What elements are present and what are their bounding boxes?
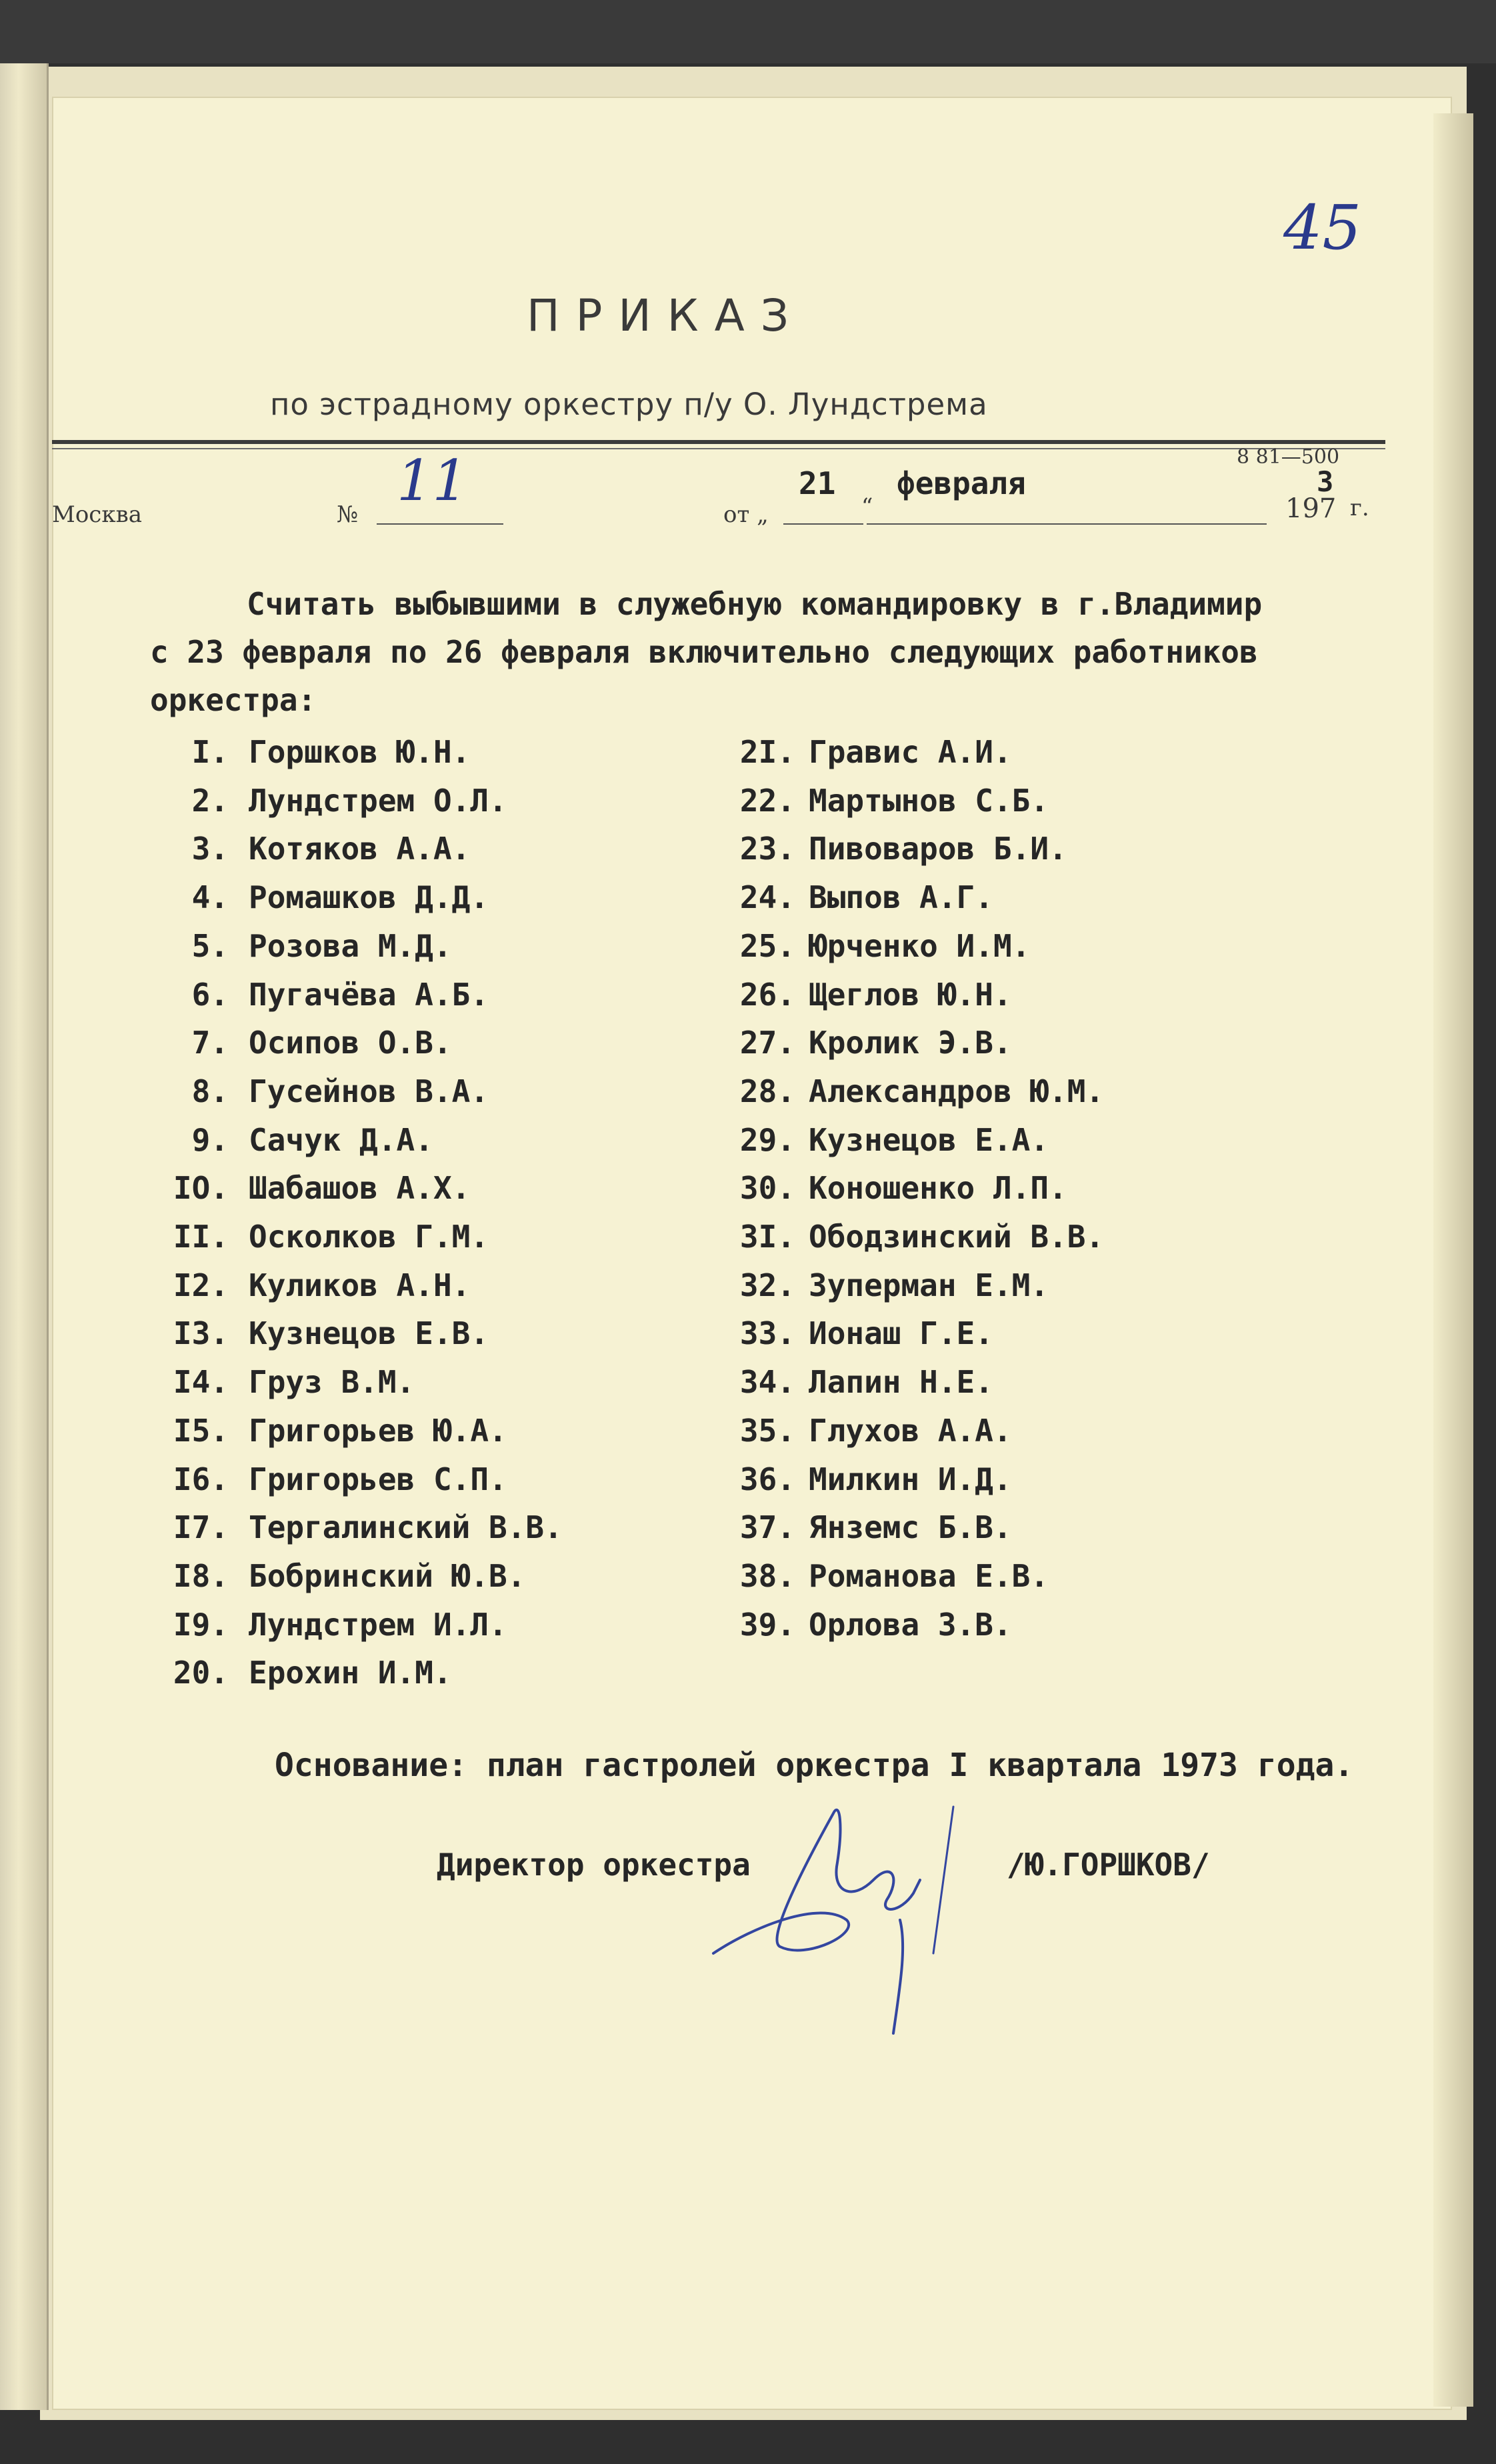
signature-stroke — [713, 1810, 920, 1953]
list-item — [150, 728, 563, 777]
employee-name: Тергалинский В.В. — [249, 1509, 563, 1546]
list-number: 28. — [739, 1073, 795, 1109]
employee-name: Розова М.Д. — [249, 927, 452, 964]
order-number-handwritten: 11 — [397, 448, 468, 513]
list-number: 34. — [739, 1364, 795, 1401]
employee-name: Юрченко И.М. — [809, 927, 1031, 964]
employee-name: Григорьев С.П. — [249, 1461, 507, 1497]
employee-name: Ромашков Д.Д. — [249, 879, 489, 916]
employee-name: Сачук Д.А. — [249, 1121, 433, 1158]
employee-name: Бобринский Ю.В. — [249, 1557, 526, 1594]
list-number: 37. — [739, 1509, 795, 1546]
list-item — [710, 873, 1104, 922]
employee-name: Осипов О.В. — [249, 1025, 452, 1061]
list-number: 38. — [739, 1557, 795, 1594]
list-number: I6. — [173, 1461, 229, 1497]
list-item — [710, 1067, 1104, 1116]
list-item — [710, 1213, 1104, 1261]
list-number: 23. — [739, 831, 795, 867]
list-item — [710, 1116, 1104, 1165]
employee-name: Котяков А.А. — [249, 831, 471, 867]
employee-name: Лапин Н.Е. — [809, 1364, 993, 1401]
date-quote: “ — [861, 493, 873, 520]
employee-list-left — [150, 728, 563, 1697]
list-number: 7. — [191, 1025, 229, 1061]
year-prefix: 197 — [1285, 493, 1337, 524]
list-item — [710, 971, 1104, 1019]
employee-name: Куликов А.Н. — [249, 1267, 471, 1303]
list-number: I2. — [173, 1267, 229, 1303]
employee-name: Лундстрем О.Л. — [249, 782, 507, 819]
scan-background — [0, 0, 1496, 63]
list-item — [150, 873, 563, 922]
list-number: 36. — [739, 1461, 795, 1497]
list-number: 8. — [191, 1073, 229, 1109]
list-item — [710, 728, 1104, 777]
employee-name: Гравис А.И. — [809, 734, 1012, 770]
list-number: 29. — [739, 1121, 795, 1158]
list-number: 30. — [739, 1170, 795, 1207]
list-item — [150, 1116, 563, 1165]
date-day-line — [783, 523, 863, 525]
list-number: I. — [191, 734, 229, 770]
list-number: I4. — [173, 1364, 229, 1401]
date-month: февраля — [897, 465, 1026, 501]
list-number: I8. — [173, 1557, 229, 1594]
list-item — [710, 1261, 1104, 1310]
list-number: I5. — [173, 1412, 229, 1449]
form-code: 8 81—500 — [1237, 445, 1340, 469]
list-number: I9. — [173, 1606, 229, 1643]
list-item — [150, 825, 563, 873]
employee-name: Григорьев Ю.А. — [249, 1412, 507, 1449]
employee-name: Мартынов С.Б. — [809, 782, 1049, 819]
year-digit: 3 — [1317, 465, 1334, 498]
list-item — [150, 1649, 563, 1697]
list-item — [150, 1019, 563, 1067]
list-item — [150, 1164, 563, 1213]
director-signature — [700, 1787, 1007, 2053]
list-item — [150, 1067, 563, 1116]
list-number: 2I. — [739, 734, 795, 770]
body-line-1: Считать выбывшими в служебную командировку в г.Владимир — [247, 586, 1263, 622]
employee-name: Шабашов А.Х. — [249, 1170, 471, 1207]
list-item — [150, 777, 563, 825]
list-number: I7. — [173, 1509, 229, 1546]
list-item — [150, 1455, 563, 1504]
list-item — [710, 1164, 1104, 1213]
page-number: 45 — [1283, 192, 1362, 263]
employee-list-right — [710, 728, 1104, 1649]
list-item — [710, 777, 1104, 825]
list-number: 33. — [739, 1315, 795, 1352]
header-rule — [52, 440, 1385, 444]
page-edge — [1433, 113, 1473, 2407]
list-number: 3. — [191, 831, 229, 867]
body-line-3: оркестра: — [150, 682, 317, 718]
list-number: 20. — [173, 1655, 229, 1691]
document-subtitle: по эстрадному оркестру п/у О. Лундстрема — [270, 387, 988, 422]
list-number: I3. — [173, 1315, 229, 1352]
list-number: II. — [173, 1219, 229, 1255]
employee-name: Лундстрем И.Л. — [249, 1606, 507, 1643]
city-label: Москва — [52, 501, 142, 528]
date-month-line — [867, 523, 1267, 525]
list-item — [710, 1552, 1104, 1601]
employee-name: Ободзинский В.В. — [809, 1219, 1105, 1255]
list-item — [150, 1261, 563, 1310]
list-number: 4. — [191, 879, 229, 916]
list-item — [150, 922, 563, 971]
list-item — [710, 1601, 1104, 1649]
list-item — [710, 1503, 1104, 1552]
list-item — [150, 971, 563, 1019]
employee-name: Ионаш Г.Е. — [809, 1315, 993, 1352]
body-line-2: с 23 февраля по 26 февраля включительно следующих работников — [150, 634, 1258, 670]
list-number: 2. — [191, 782, 229, 819]
employee-name: Ерохин И.М. — [249, 1655, 452, 1691]
list-item — [710, 825, 1104, 873]
employee-name: Пивоваров Б.И. — [809, 831, 1067, 867]
order-number-line — [377, 523, 503, 525]
list-number: 39. — [739, 1606, 795, 1643]
employee-name: Кролик Э.В. — [809, 1025, 1012, 1061]
list-item — [150, 1407, 563, 1455]
signature-stroke-2 — [933, 1807, 953, 1953]
binder-edge — [0, 63, 49, 2410]
employee-name: Кузнецов Е.В. — [249, 1315, 489, 1352]
list-number: 26. — [739, 976, 795, 1013]
list-number: 27. — [739, 1025, 795, 1061]
list-number: 24. — [739, 879, 795, 916]
date-day: 21 — [799, 465, 836, 501]
list-item — [710, 922, 1104, 971]
list-item — [150, 1213, 563, 1261]
employee-name: Милкин И.Д. — [809, 1461, 1012, 1497]
employee-name: Зуперман Е.М. — [809, 1267, 1049, 1303]
employee-name: Янземс Б.В. — [809, 1509, 1012, 1546]
employee-name: Горшков Ю.Н. — [249, 734, 471, 770]
list-number: 9. — [191, 1121, 229, 1158]
list-number: IO. — [173, 1170, 229, 1207]
list-item — [150, 1552, 563, 1601]
document-title: ПРИКАЗ — [527, 290, 805, 341]
employee-name: Пугачёва А.Б. — [249, 976, 489, 1013]
director-name: /Ю.ГОРШКОВ/ — [1007, 1847, 1210, 1883]
employee-name: Гусейнов В.А. — [249, 1073, 489, 1109]
list-item — [710, 1358, 1104, 1407]
date-prefix: от „ — [723, 501, 769, 528]
list-item — [150, 1601, 563, 1649]
list-item — [150, 1503, 563, 1552]
employee-name: Романова Е.В. — [809, 1557, 1049, 1594]
list-number: 5. — [191, 927, 229, 964]
order-number-label: № — [337, 501, 359, 528]
employee-name: Кузнецов Е.А. — [809, 1121, 1049, 1158]
list-item — [150, 1309, 563, 1358]
list-number: 32. — [739, 1267, 795, 1303]
list-item — [710, 1455, 1104, 1504]
list-number: 3I. — [739, 1219, 795, 1255]
employee-name: Александров Ю.М. — [809, 1073, 1105, 1109]
list-number: 35. — [739, 1412, 795, 1449]
header-rule-thin — [52, 448, 1385, 449]
employee-name: Глухов А.А. — [809, 1412, 1012, 1449]
employee-name: Осколков Г.М. — [249, 1219, 489, 1255]
list-number: 22. — [739, 782, 795, 819]
list-item — [710, 1407, 1104, 1455]
employee-name: Орлова З.В. — [809, 1606, 1012, 1643]
year-suffix: г. — [1350, 495, 1369, 521]
basis-line: Основание: план гастролей оркестра I квартала 1973 года. — [275, 1747, 1354, 1784]
employee-name: Груз В.М. — [249, 1364, 415, 1401]
employee-name: Выпов А.Г. — [809, 879, 993, 916]
employee-name: Коношенко Л.П. — [809, 1170, 1067, 1207]
list-item — [710, 1309, 1104, 1358]
list-item — [710, 1019, 1104, 1067]
list-number: 25. — [739, 927, 795, 964]
signature-tail — [893, 1920, 903, 2033]
employee-name: Щеглов Ю.Н. — [809, 976, 1012, 1013]
director-label: Директор оркестра — [437, 1847, 751, 1883]
list-item — [150, 1358, 563, 1407]
list-number: 6. — [191, 976, 229, 1013]
